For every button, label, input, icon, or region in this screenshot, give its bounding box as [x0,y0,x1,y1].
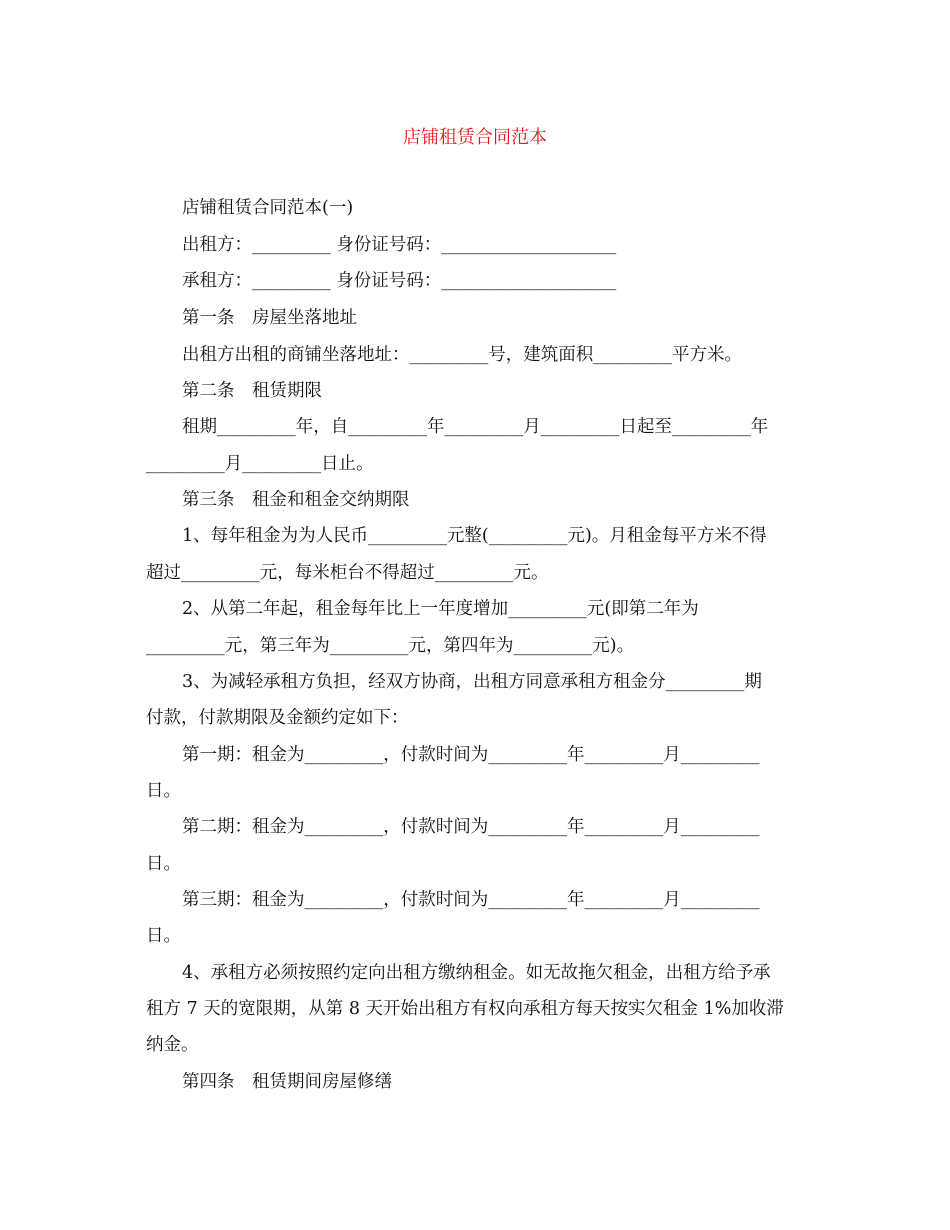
installment-1-line-2: 日。 [146,781,181,801]
clause-4-line-1: 4、承租方必须按照约定向出租方缴纳租金。如无故拖欠租金，出租方给予承 [182,963,771,983]
lease-term-line-1: 租期_________年，自_________年_________月_________日起至_________年 [182,417,769,437]
article-2-heading: 第二条 租赁期限 [182,381,322,401]
installment-2-line-2: 日。 [146,854,181,874]
clause-4-line-3: 纳金。 [146,1035,199,1055]
clause-3-line-1: 3、为减轻承租方负担，经双方协商，出租方同意承租方租金分_________期 [182,672,762,692]
clause-1-line-1: 1、每年租金为为人民币_________元整(_________元)。月租金每平方米不得 [182,526,767,546]
lessor-line: 出租方：_________ 身份证号码：____________________ [182,235,617,255]
document-title: 店铺租赁合同范本 [403,127,547,148]
subtitle: 店铺租赁合同范本(一) [182,198,354,218]
lessee-line: 承租方：_________ 身份证号码：____________________ [182,271,617,291]
clause-1-line-2: 超过_________元，每米柜台不得超过_________元。 [146,563,549,583]
installment-2-line-1: 第二期：租金为_________，付款时间为_________年_________月_________ [182,817,760,837]
clause-2-line-1: 2、从第二年起，租金每年比上一年度增加_________元(即第二年为 [182,599,699,619]
article-3-heading: 第三条 租金和租金交纳期限 [182,490,410,510]
clause-3-line-2: 付款，付款期限及金额约定如下： [146,708,409,728]
installment-3-line-1: 第三期：租金为_________，付款时间为_________年_________月_________ [182,890,760,910]
clause-2-line-2: _________元，第三年为_________元，第四年为_________元)。 [146,636,635,656]
installment-1-line-1: 第一期：租金为_________，付款时间为_________年_________月_________ [182,745,760,765]
article-1-text: 出租方出租的商铺坐落地址：_________号，建筑面积_________平方米。 [182,345,742,365]
installment-3-line-2: 日。 [146,926,181,946]
lease-term-line-2: _________月_________日止。 [146,454,374,474]
clause-4-line-2: 租方 7 天的宽限期，从第 8 天开始出租方有权向承租方每天按实欠租金 1%加收滞 [146,999,784,1019]
article-1-heading: 第一条 房屋坐落地址 [182,308,357,328]
article-4-heading: 第四条 租赁期间房屋修缮 [182,1072,392,1092]
